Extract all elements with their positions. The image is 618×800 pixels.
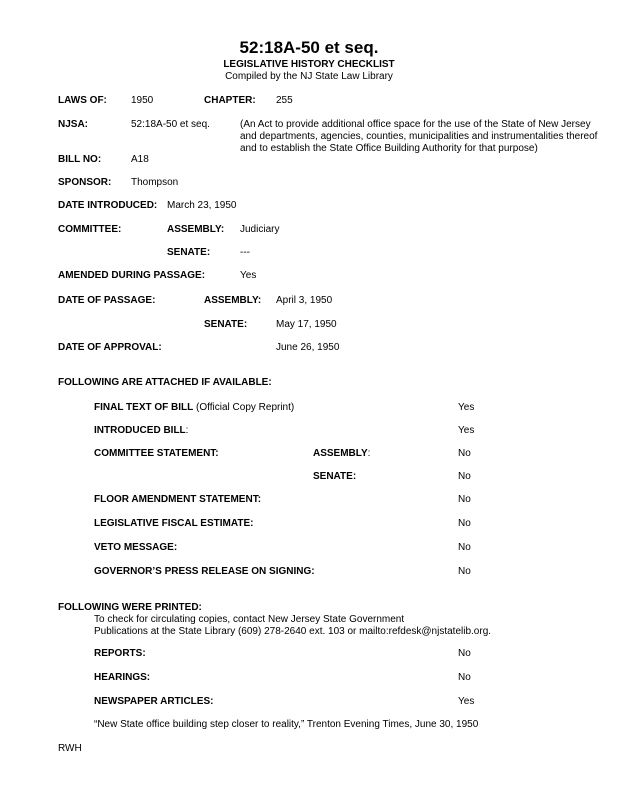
- cs-senate-label: SENATE:: [313, 471, 357, 482]
- newspaper-articles-value: Yes: [458, 696, 475, 707]
- njsa-description-line-1: (An Act to provide additional office space for the use of the State of New Jersey: [240, 119, 591, 130]
- date-introduced-value: March 23, 1950: [167, 200, 237, 211]
- bill-no-label: BILL NO:: [58, 154, 102, 165]
- hearings-value: No: [458, 672, 471, 683]
- press-release-label: GOVERNOR’S PRESS RELEASE ON SIGNING:: [94, 566, 315, 577]
- date-of-approval-label: DATE OF APPROVAL:: [58, 342, 162, 353]
- floor-amendment-label: FLOOR AMENDMENT STATEMENT:: [94, 494, 262, 505]
- sponsor-label: SPONSOR:: [58, 177, 112, 188]
- introduced-bill-colon: :: [185, 425, 189, 436]
- hearings-label: HEARINGS:: [94, 672, 151, 683]
- printed-note-line-1: To check for circulating copies, contact New Jersey State Government: [94, 614, 405, 625]
- njsa-description-line-2: and departments, agencies, counties, municipalities and instrumentalities thereof: [240, 131, 598, 142]
- attached-heading: FOLLOWING ARE ATTACHED IF AVAILABLE:: [58, 377, 272, 388]
- bill-no-value: A18: [131, 154, 149, 165]
- final-text-row: [94, 402, 294, 414]
- floor-amendment-value: No: [458, 494, 471, 505]
- reports-value: No: [458, 648, 471, 659]
- cs-assembly-label: ASSEMBLY: [313, 448, 368, 459]
- cs-senate-value: No: [458, 471, 471, 482]
- passage-senate-value: May 17, 1950: [276, 319, 337, 330]
- committee-statement-label: COMMITTEE STATEMENT:: [94, 448, 219, 459]
- cs-assembly-row: [313, 448, 370, 460]
- introduced-bill-row: [94, 425, 188, 437]
- chapter-label: CHAPTER:: [204, 95, 256, 106]
- veto-message-label: VETO MESSAGE:: [94, 542, 178, 553]
- fiscal-estimate-label: LEGISLATIVE FISCAL ESTIMATE:: [94, 518, 254, 529]
- reports-label: REPORTS:: [94, 648, 146, 659]
- date-of-approval-value: June 26, 1950: [276, 342, 340, 353]
- printed-heading: FOLLOWING WERE PRINTED:: [58, 602, 202, 613]
- amended-label: AMENDED DURING PASSAGE:: [58, 270, 206, 281]
- committee-assembly-value: Judiciary: [240, 224, 280, 235]
- compiled-by: Compiled by the NJ State Law Library: [225, 71, 393, 82]
- amended-value: Yes: [240, 270, 257, 281]
- fiscal-estimate-value: No: [458, 518, 471, 529]
- committee-senate-value: ---: [240, 247, 250, 258]
- printed-note-line-2: Publications at the State Library (609) 278-2640 ext. 103 or mailto:refdesk@njstatelib.org.: [94, 626, 492, 637]
- page-title: 52:18A-50 et seq.: [239, 38, 379, 57]
- final-text-label: FINAL TEXT OF BILL: [94, 402, 194, 413]
- newspaper-articles-label: NEWSPAPER ARTICLES:: [94, 696, 214, 707]
- njsa-description-line-3: and to establish the State Office Building Authority for that purpose): [240, 143, 538, 154]
- njsa-label: NJSA:: [58, 119, 89, 130]
- introduced-bill-label: INTRODUCED BILL: [94, 425, 186, 436]
- introduced-bill-value: Yes: [458, 425, 475, 436]
- final-text-value: Yes: [458, 402, 475, 413]
- veto-message-value: No: [458, 542, 471, 553]
- date-introduced-label: DATE INTRODUCED:: [58, 200, 158, 211]
- sponsor-value: Thompson: [131, 177, 179, 188]
- committee-senate-label: SENATE:: [167, 247, 211, 258]
- passage-senate-label: SENATE:: [204, 319, 248, 330]
- committee-label: COMMITTEE:: [58, 224, 122, 235]
- njsa-value: 52:18A-50 et seq.: [131, 119, 210, 130]
- laws-of-label: LAWS OF:: [58, 95, 107, 106]
- final-text-note: (Official Copy Reprint): [193, 402, 295, 413]
- compiler-initials: RWH: [58, 743, 82, 754]
- press-release-value: No: [458, 566, 471, 577]
- page-subtitle: LEGISLATIVE HISTORY CHECKLIST: [223, 59, 395, 70]
- cs-assembly-value: No: [458, 448, 471, 459]
- committee-assembly-label: ASSEMBLY:: [167, 224, 225, 235]
- laws-of-value: 1950: [131, 95, 154, 106]
- passage-assembly-label: ASSEMBLY:: [204, 295, 262, 306]
- newspaper-article-citation: “New State office building step closer to reality,” Trenton Evening Times, June 30, 1950: [94, 719, 479, 730]
- passage-assembly-value: April 3, 1950: [276, 295, 333, 306]
- date-of-passage-label: DATE OF PASSAGE:: [58, 295, 156, 306]
- cs-assembly-colon: :: [367, 448, 371, 459]
- chapter-value: 255: [276, 95, 293, 106]
